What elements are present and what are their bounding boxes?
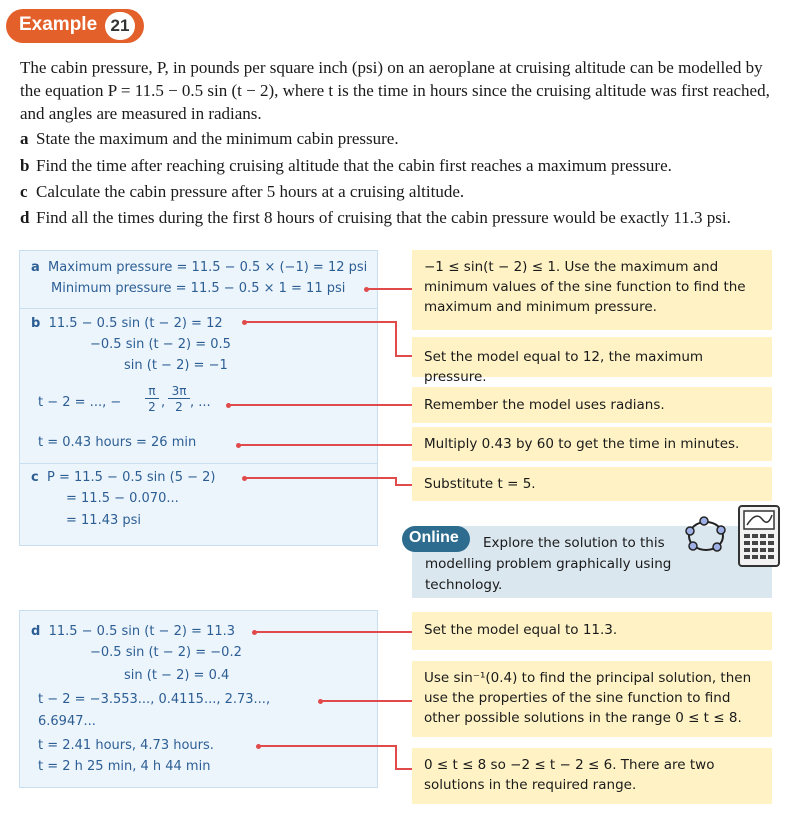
- example-number: 21: [105, 12, 135, 40]
- geogebra-icon: [684, 512, 728, 556]
- connector-line: [395, 484, 412, 486]
- working-c-line2: = 11.5 − 0.070...: [66, 491, 179, 506]
- divider: [19, 463, 378, 464]
- connector-line: [244, 321, 396, 323]
- part-letter: a: [20, 129, 29, 148]
- note-6: Set the model equal to 11.3.: [412, 612, 772, 650]
- question-part-a: [20, 127, 399, 150]
- calculator-icon: [738, 505, 780, 567]
- question-intro: The cabin pressure, P, in pounds per square inch (psi) on an aeroplane at cruising altitude can be modelled by the equation P = 11.5 − 0.5 sin (t − 2), where t is the time in hours since the cruising altitude was first reached, and angles are measured in radians.: [20, 58, 770, 123]
- working-b-line3: sin (t − 2) = −1: [124, 358, 228, 373]
- fraction-bar: [145, 398, 159, 399]
- connector-line: [258, 745, 396, 747]
- working-d-line6: t = 2.41 hours, 4.73 hours.: [38, 738, 214, 753]
- working-a-line1: a Maximum pressure = 11.5 − 0.5 × (−1) = 12 psi: [31, 260, 368, 275]
- working-d-line5: 6.6947...: [38, 714, 96, 729]
- part-label: d: [31, 624, 41, 639]
- working-d-line3: sin (t − 2) = 0.4: [124, 668, 230, 683]
- working-c-line1: c P = 11.5 − 0.5 sin (5 − 2): [31, 470, 216, 485]
- note-2: Set the model equal to 12, the maximum pressure.: [412, 337, 772, 377]
- part-label: c: [31, 470, 39, 485]
- connector-line: [244, 477, 396, 479]
- working-d-line2: −0.5 sin (t − 2) = −0.2: [90, 645, 242, 660]
- fraction-denominator: 2: [148, 400, 156, 414]
- part-letter: d: [20, 208, 30, 227]
- note-8: 0 ≤ t ≤ 8 so −2 ≤ t − 2 ≤ 6. There are two solutions in the required range.: [412, 748, 772, 804]
- question-part-b: [20, 154, 672, 177]
- connector-line: [395, 355, 412, 357]
- connector-line: [254, 631, 412, 633]
- part-text: State the maximum and the minimum cabin pressure.: [36, 129, 399, 148]
- connector-line: [395, 321, 397, 356]
- comma: ,: [161, 395, 166, 410]
- working-d-line4: t − 2 = −3.553..., 0.4115..., 2.73...,: [38, 692, 271, 707]
- question-part-d: [20, 206, 731, 229]
- working-b-line1: b 11.5 − 0.5 sin (t − 2) = 12: [31, 316, 223, 331]
- working-b-line5: t = 0.43 hours = 26 min: [38, 435, 197, 450]
- divider: [19, 308, 378, 309]
- connector-line: [320, 700, 412, 702]
- working-b-line4-end: , ...: [190, 395, 211, 410]
- note-4: Multiply 0.43 by 60 to get the time in minutes.: [412, 427, 772, 461]
- part-label: a: [31, 260, 40, 275]
- fraction-numerator: 3π: [171, 384, 187, 398]
- part-text: Calculate the cabin pressure after 5 hours at a cruising altitude.: [36, 182, 465, 201]
- note-5: Substitute t = 5.: [412, 467, 772, 501]
- connector-line: [395, 768, 412, 770]
- example-label: Example: [19, 14, 98, 35]
- part-text: Find all the times during the first 8 hours of cruising that the cabin pressure would be exactly 11.3 psi.: [36, 208, 731, 227]
- working-a-line2: Minimum pressure = 11.5 − 0.5 × 1 = 11 psi: [51, 281, 346, 296]
- fraction-numerator: π: [148, 384, 156, 398]
- question-part-c: [20, 180, 464, 203]
- part-letter: c: [20, 182, 28, 201]
- connector-line: [395, 745, 397, 769]
- working-d-line7: t = 2 h 25 min, 4 h 44 min: [38, 759, 211, 774]
- working-c-line3: = 11.43 psi: [66, 513, 142, 528]
- connector-line: [366, 288, 412, 290]
- online-label[interactable]: Online: [409, 529, 459, 546]
- connector-line: [238, 444, 412, 446]
- online-text: Explore the solution to this modelling problem graphically using technology.: [425, 535, 672, 593]
- fraction-denominator: 2: [175, 400, 183, 414]
- working-b-line2: −0.5 sin (t − 2) = 0.5: [90, 337, 231, 352]
- working-b-line4: t − 2 = ..., −: [38, 395, 122, 410]
- part-text: Find the time after reaching cruising altitude that the cabin first reaches a maximum pressure.: [36, 156, 672, 175]
- note-7: Use sin⁻¹(0.4) to find the principal solution, then use the properties of the sine function to find other possible solutions in the range 0 ≤ t ≤ 8.: [412, 661, 772, 737]
- working-d-line1: d 11.5 − 0.5 sin (t − 2) = 11.3: [31, 624, 236, 639]
- connector-line: [228, 404, 412, 406]
- part-letter: b: [20, 156, 30, 175]
- note-3: Remember the model uses radians.: [412, 387, 772, 423]
- part-label: b: [31, 316, 41, 331]
- note-1: −1 ≤ sin(t − 2) ≤ 1. Use the maximum and minimum values of the sine function to find the maximum and minimum pressure.: [412, 250, 772, 330]
- fraction-bar: [168, 398, 190, 399]
